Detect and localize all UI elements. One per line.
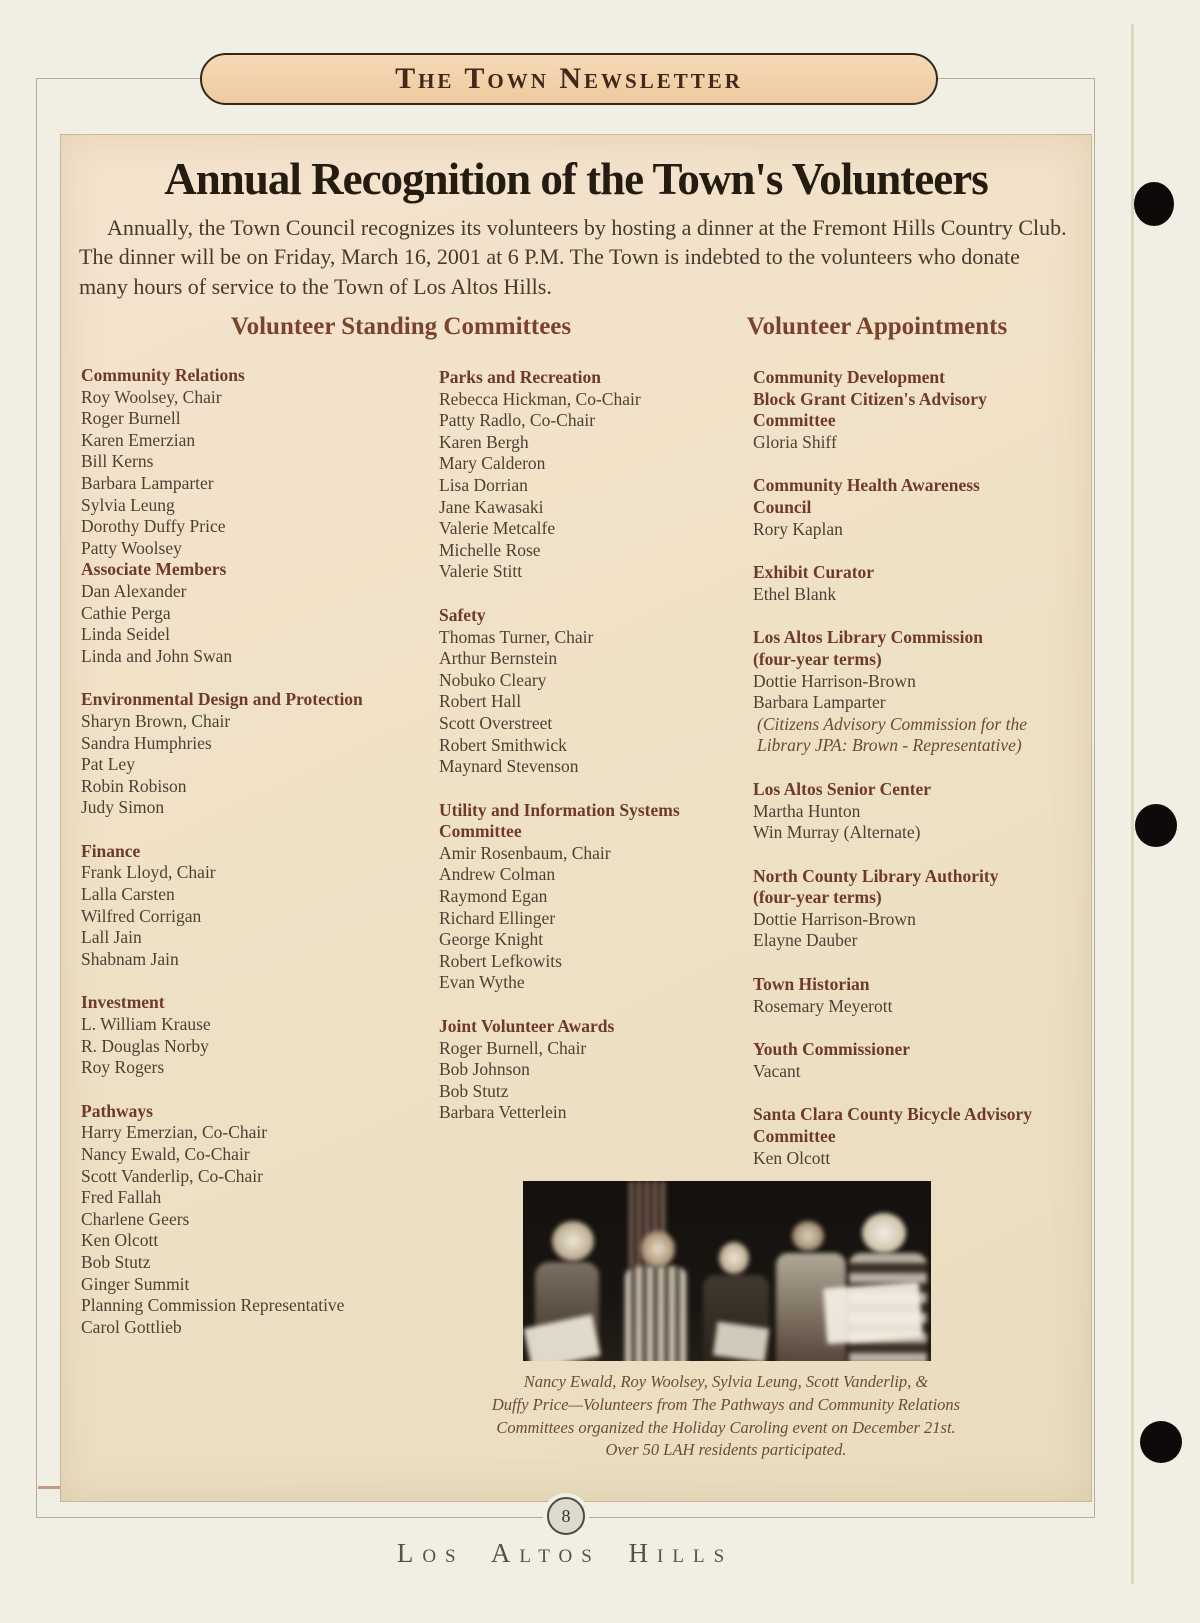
- committee-title: Town Historian: [753, 974, 870, 995]
- caroler-figure: [862, 1213, 906, 1253]
- committee-block: [753, 562, 1088, 605]
- binding-hole: [1135, 804, 1177, 847]
- member-name: Scott Vanderlip, Co-Chair: [81, 1165, 263, 1186]
- page-number: 8: [561, 1505, 571, 1526]
- committee-title: Utility and Information Systems: [439, 799, 680, 820]
- member-name: Carol Gottlieb: [81, 1316, 182, 1337]
- member-name: George Knight: [439, 929, 544, 950]
- caroler-figure: [552, 1221, 594, 1261]
- member-name: Valerie Metcalfe: [439, 518, 556, 539]
- scanned-page-edge: [1131, 24, 1134, 1584]
- committee-block: [753, 1104, 1088, 1169]
- member-name: Linda Seidel: [81, 624, 170, 645]
- member-name: Dottie Harrison-Brown: [753, 670, 916, 691]
- member-name: Dottie Harrison-Brown: [753, 908, 916, 929]
- committee-title: Parks and Recreation: [439, 367, 602, 387]
- committee-block: [439, 800, 744, 994]
- member-name: Cathie Perga: [81, 602, 171, 623]
- committee-block: [81, 365, 441, 667]
- member-name: Ethel Blank: [753, 583, 837, 604]
- member-name: L. William Krause: [81, 1014, 211, 1035]
- member-name: Harry Emerzian, Co-Chair: [81, 1122, 268, 1143]
- member-name: Robert Lefkowits: [439, 950, 562, 971]
- member-name: Ken Olcott: [753, 1147, 831, 1168]
- binding-hole: [1140, 1421, 1182, 1463]
- song-sheet: [713, 1322, 769, 1361]
- member-name: Sharyn Brown, Chair: [81, 710, 231, 731]
- member-name: Linda and John Swan: [81, 645, 233, 666]
- member-name: Roger Burnell: [81, 408, 181, 429]
- member-name: Roy Woolsey, Chair: [81, 386, 222, 407]
- member-name: Karen Emerzian: [81, 429, 196, 450]
- member-name: Roy Rogers: [81, 1057, 165, 1078]
- committee-title: Committee: [753, 410, 836, 431]
- member-name: Pat Ley: [81, 754, 135, 775]
- member-name: Patty Radlo, Co-Chair: [439, 410, 596, 431]
- committee-block: [753, 866, 1088, 952]
- member-name: Michelle Rose: [439, 539, 541, 560]
- member-name: Maynard Stevenson: [439, 756, 579, 777]
- committee-title: Committee: [439, 821, 522, 842]
- appointments-column: [753, 367, 1088, 1191]
- member-name: Bob Johnson: [439, 1059, 530, 1080]
- member-name: Rebecca Hickman, Co-Chair: [439, 388, 641, 409]
- member-name: Bill Kerns: [81, 451, 154, 472]
- committee-block: [81, 841, 441, 971]
- committee-block: [81, 689, 441, 819]
- member-name: Lisa Dorrian: [439, 474, 528, 495]
- committee-title: Associate Members: [81, 559, 227, 580]
- committee-block: [753, 475, 1088, 540]
- member-name: Karen Bergh: [439, 431, 529, 452]
- member-name: Dan Alexander: [81, 580, 187, 601]
- member-name: Barbara Lamparter: [81, 472, 214, 493]
- member-name: Rosemary Meyerott: [753, 995, 893, 1016]
- member-name: Shabnam Jain: [81, 948, 179, 969]
- committee-block: [81, 1101, 441, 1339]
- article-intro: Annually, the Town Council recognizes its volunteers by hosting a dinner at the Fremont Hills Country Club. The dinner will be on Friday, March 16, 2001 at 6 P.M. The Town is indebted to the volunteers who donate many hours of service to the Town of Los Altos Hills.: [79, 215, 1067, 299]
- committee-block: [753, 367, 1088, 453]
- member-name: Thomas Turner, Chair: [439, 626, 594, 647]
- committee-title: Committee: [753, 1126, 836, 1147]
- committee-title: Pathways: [81, 1100, 153, 1121]
- caroler-figure: [719, 1242, 749, 1274]
- member-name: Barbara Lamparter: [753, 692, 886, 713]
- member-name: Nancy Ewald, Co-Chair: [81, 1144, 250, 1164]
- member-name: Barbara Vetterlein: [439, 1102, 567, 1123]
- member-name: Roger Burnell, Chair: [439, 1037, 587, 1058]
- committee-block: [439, 367, 744, 583]
- committee-column-middle: [439, 367, 744, 1146]
- committee-title: (four-year terms): [753, 648, 882, 669]
- member-name: Scott Overstreet: [439, 712, 553, 733]
- standing-committees-heading: Volunteer Standing Committees: [230, 313, 572, 340]
- member-name: Richard Ellinger: [439, 907, 556, 928]
- member-name: Gloria Shiff: [753, 431, 837, 452]
- committee-title: Community Health Awareness: [753, 475, 980, 496]
- member-name: R. Douglas Norby: [81, 1035, 209, 1056]
- committee-title: North County Library Authority: [753, 865, 999, 886]
- member-name: Arthur Bernstein: [439, 648, 558, 669]
- member-name: Rory Kaplan: [753, 518, 843, 539]
- member-name: Dorothy Duffy Price: [81, 516, 226, 537]
- member-name: Ken Olcott: [81, 1230, 159, 1251]
- member-name: Mary Calderon: [439, 453, 546, 474]
- member-name: Amir Rosenbaum, Chair: [439, 842, 611, 863]
- committee-column-left: [81, 365, 441, 1360]
- member-name: Win Murray (Alternate): [753, 822, 921, 843]
- committee-title: Joint Volunteer Awards: [439, 1016, 615, 1037]
- committee-title: Youth Commissioner: [753, 1039, 911, 1060]
- member-name: Evan Wythe: [439, 972, 525, 993]
- member-name: Robert Smithwick: [439, 734, 567, 755]
- member-name: Valerie Stitt: [439, 561, 523, 582]
- caroler-figure: [641, 1231, 675, 1267]
- member-name: Nobuko Cleary: [439, 669, 547, 690]
- article-title: Annual Recognition of the Town's Volunteers: [164, 154, 988, 204]
- appointments-heading: Volunteer Appointments: [746, 313, 1008, 340]
- member-name: Lalla Carsten: [81, 884, 175, 905]
- committee-title: Los Altos Library Commission: [753, 627, 983, 648]
- member-name: Patty Woolsey: [81, 537, 182, 558]
- member-name: Frank Lloyd, Chair: [81, 862, 216, 883]
- article-panel: [60, 134, 1092, 1502]
- committee-block: [753, 627, 1088, 757]
- member-name: Judy Simon: [81, 797, 165, 818]
- committee-title: Exhibit Curator: [753, 562, 875, 583]
- member-name: Planning Commission Representative: [81, 1295, 345, 1316]
- committee-title: (four-year terms): [753, 887, 882, 908]
- committee-block: [439, 1016, 744, 1124]
- member-name: Bob Stutz: [81, 1251, 151, 1272]
- committee-title: Finance: [81, 840, 141, 861]
- member-name: (Citizens Advisory Commission for the: [757, 713, 1027, 734]
- caroling-photo: [523, 1181, 931, 1361]
- committee-block: [81, 992, 441, 1078]
- member-name: Sandra Humphries: [81, 732, 212, 753]
- newsletter-masthead: [200, 53, 938, 105]
- member-name: Martha Hunton: [753, 800, 861, 821]
- committee-block: [753, 779, 1088, 844]
- committee-title: Los Altos Senior Center: [753, 778, 932, 799]
- member-name: Library JPA: Brown - Representative): [757, 735, 1022, 756]
- member-name: Wilfred Corrigan: [81, 905, 202, 926]
- committee-title: Community Development: [753, 367, 945, 387]
- committee-title: Safety: [439, 604, 486, 625]
- committee-title: Block Grant Citizen's Advisory: [753, 388, 987, 409]
- photo-caption: Nancy Ewald, Roy Woolsey, Sylvia Leung, Scott Vanderlip, & Duffy Price—Volunteers from The Pathways and Community Relations Committees organized the Holiday Caroling event on December 21st. Over 50 LAH residents participated.: [491, 1372, 961, 1460]
- committee-block: [753, 974, 1088, 1017]
- committee-title: Santa Clara County Bicycle Advisory: [753, 1104, 1033, 1125]
- member-name: Lall Jain: [81, 927, 142, 948]
- committee-title: Community Relations: [81, 365, 245, 385]
- committee-title: Environmental Design and Protection: [81, 689, 363, 710]
- caroler-figure: [792, 1221, 824, 1251]
- member-name: Ginger Summit: [81, 1273, 190, 1294]
- member-name: Elayne Dauber: [753, 930, 858, 951]
- member-name: Raymond Egan: [439, 886, 548, 907]
- committee-block: [753, 1039, 1088, 1082]
- member-name: Robin Robison: [81, 775, 187, 796]
- member-name: Jane Kawasaki: [439, 496, 544, 517]
- publication-name: Los Altos Hills: [396, 1538, 734, 1568]
- committee-title: Council: [753, 496, 812, 517]
- song-book: [823, 1282, 923, 1345]
- member-name: Vacant: [753, 1060, 801, 1081]
- member-name: Sylvia Leung: [81, 494, 175, 515]
- member-name: Robert Hall: [439, 691, 522, 712]
- committee-title: Investment: [81, 992, 165, 1013]
- member-name: Andrew Colman: [439, 864, 556, 885]
- committee-block: [439, 605, 744, 778]
- member-name: Bob Stutz: [439, 1080, 509, 1101]
- member-name: Charlene Geers: [81, 1208, 190, 1229]
- masthead-title: The Town Newsletter: [395, 62, 743, 95]
- page-number-badge: [547, 1497, 585, 1535]
- binding-hole: [1134, 182, 1174, 226]
- member-name: Fred Fallah: [81, 1187, 162, 1208]
